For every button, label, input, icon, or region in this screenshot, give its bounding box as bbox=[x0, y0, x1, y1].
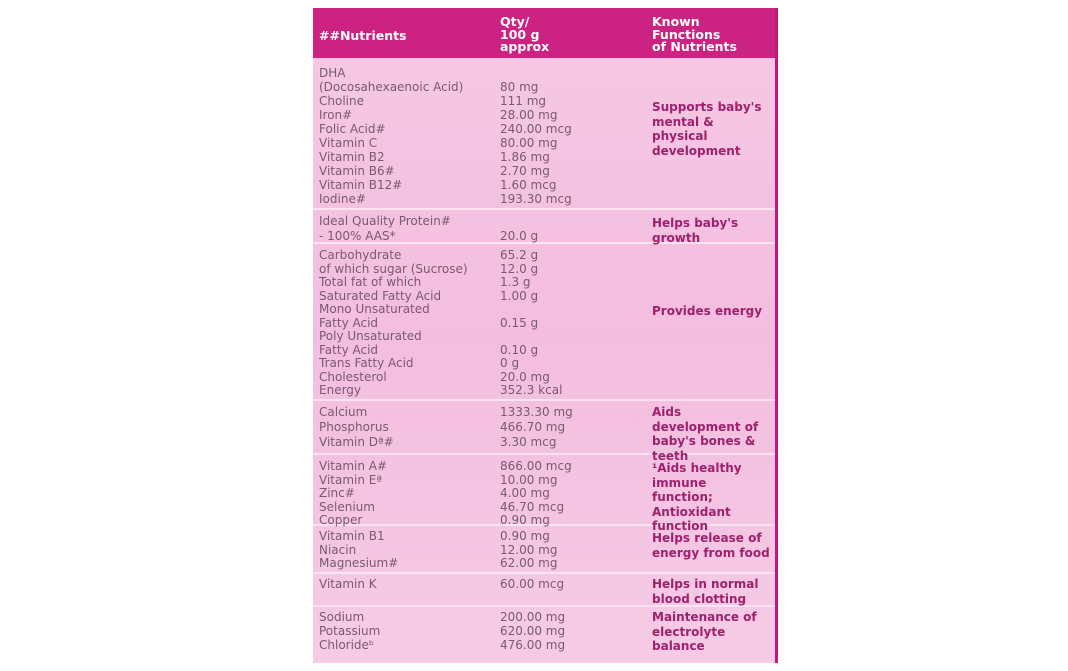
nutrient-quantity: 3.30 mcg bbox=[500, 435, 557, 449]
nutrient-row bbox=[313, 262, 775, 276]
nutrient-quantity: 0 g bbox=[500, 356, 520, 370]
nutrient-quantity: 20.0 mg bbox=[500, 369, 550, 384]
nutrient-name: Vitamin A# bbox=[319, 459, 388, 473]
nutrient-quantity: 20.0 g bbox=[500, 229, 539, 243]
nutrient-name: Iron# bbox=[319, 108, 353, 122]
nutrient-quantity: 4.00 mg bbox=[500, 486, 550, 500]
nutrient-name: Choline bbox=[319, 94, 364, 108]
nutrient-name: Ideal Quality Protein# bbox=[319, 214, 451, 228]
nutrient-name: Magnesium# bbox=[319, 556, 399, 570]
nutrient-function: ¹Aids healthy immune function; Antioxidant function bbox=[652, 461, 742, 533]
nutrient-quantity: 1333.30 mg bbox=[500, 405, 573, 419]
nutrient-row bbox=[313, 178, 775, 192]
nutrient-name: Calcium bbox=[319, 405, 368, 419]
nutrient-quantity: 866.00 mcg bbox=[500, 459, 572, 473]
quantity-column-header: Qty/ 100 g approx bbox=[500, 14, 550, 54]
nutrient-name: Zinc# bbox=[319, 486, 355, 500]
nutrient-quantity: 466.70 mg bbox=[500, 420, 566, 434]
nutrient-quantity: 1.86 mg bbox=[500, 150, 550, 164]
nutrient-name: Saturated Fatty Acid bbox=[319, 288, 442, 303]
nutrient-name: Mono Unsaturated bbox=[319, 302, 430, 316]
nutrient-name: - 100% AAS* bbox=[319, 229, 396, 243]
nutrient-quantity: 46.70 mcg bbox=[500, 499, 565, 514]
nutrient-quantity: 352.3 kcal bbox=[500, 383, 563, 397]
nutrient-function: Helps release of energy from food bbox=[652, 531, 770, 560]
nutrient-function: Maintenance of electrolyte balance bbox=[652, 610, 757, 653]
nutrient-quantity: 620.00 mg bbox=[500, 624, 566, 638]
nutrition-table bbox=[313, 8, 778, 663]
nutrient-function: Aids development of baby's bones & teeth bbox=[652, 405, 759, 463]
nutrient-name: Cholesterol bbox=[319, 369, 387, 384]
nutrient-name: Vitamin Eª bbox=[319, 472, 383, 487]
table-header bbox=[313, 8, 775, 58]
nutrient-quantity: 28.00 mg bbox=[500, 108, 558, 122]
nutrient-quantity: 80.00 mg bbox=[500, 136, 558, 150]
nutrient-name: Folic Acid# bbox=[319, 122, 386, 136]
nutrient-quantity: 1.3 g bbox=[500, 275, 531, 289]
nutrient-quantity: 1.60 mcg bbox=[500, 178, 557, 192]
nutrient-name: Vitamin C bbox=[319, 136, 378, 150]
nutrient-row bbox=[313, 164, 775, 178]
nutrient-row bbox=[313, 248, 775, 262]
nutrient-quantity: 1.00 g bbox=[500, 288, 539, 303]
nutrient-name: Vitamin K bbox=[319, 577, 377, 591]
nutrient-row bbox=[313, 289, 775, 303]
nutrient-quantity: 12.0 g bbox=[500, 261, 539, 276]
nutrient-name: Sodium bbox=[319, 610, 365, 624]
nutrient-quantity: 476.00 mg bbox=[500, 638, 566, 652]
nutrient-name: (Docosahexaenoic Acid) bbox=[319, 80, 464, 94]
nutrient-row bbox=[313, 192, 775, 206]
row-separator bbox=[313, 399, 775, 401]
nutrient-name: DHA bbox=[319, 66, 346, 80]
nutrient-name: Carbohydrate bbox=[319, 248, 402, 262]
nutrient-name: Potassium bbox=[319, 624, 381, 638]
nutrient-quantity: 65.2 g bbox=[500, 248, 539, 262]
nutrient-quantity: 0.15 g bbox=[500, 315, 539, 330]
nutrient-name: Vitamin Dª# bbox=[319, 435, 394, 449]
nutrient-name: Vitamin B6# bbox=[319, 164, 395, 178]
nutrient-quantity: 60.00 mcg bbox=[500, 577, 565, 591]
nutrient-function: Provides energy bbox=[652, 304, 763, 318]
nutrient-function: Helps baby's growth bbox=[652, 216, 739, 245]
nutrient-row bbox=[313, 370, 775, 384]
nutrient-quantity: 240.00 mcg bbox=[500, 122, 572, 136]
nutrient-quantity: 0.10 g bbox=[500, 342, 539, 357]
nutrient-row bbox=[313, 383, 775, 397]
nutrient-quantity: 80 mg bbox=[500, 80, 539, 94]
nutrient-name: Fatty Acid bbox=[319, 315, 379, 330]
nutrient-name: Poly Unsaturated bbox=[319, 329, 422, 343]
nutrient-row bbox=[313, 356, 775, 370]
nutrient-row bbox=[313, 80, 775, 94]
functions-column-header: Known Functions of Nutrients bbox=[652, 14, 737, 54]
nutrient-name: Fatty Acid bbox=[319, 342, 379, 357]
nutrient-name: Trans Fatty Acid bbox=[319, 356, 414, 370]
nutrient-quantity: 10.00 mg bbox=[500, 472, 558, 487]
nutrient-name: Vitamin B2 bbox=[319, 150, 385, 164]
nutrient-name: Vitamin B12# bbox=[319, 178, 403, 192]
nutrient-row bbox=[313, 329, 775, 343]
nutrient-quantity: 193.30 mcg bbox=[500, 192, 572, 206]
nutrient-quantity: 12.00 mg bbox=[500, 542, 558, 557]
nutrient-name: Selenium bbox=[319, 499, 375, 514]
row-separator bbox=[313, 572, 775, 574]
nutrient-name: Phosphorus bbox=[319, 420, 389, 434]
nutrient-quantity: 111 mg bbox=[500, 94, 547, 108]
nutrient-name: Total fat of which bbox=[319, 275, 422, 289]
nutrient-name: of which sugar (Sucrose) bbox=[319, 261, 468, 276]
nutrient-quantity: 0.90 mg bbox=[500, 529, 550, 543]
nutrient-name: Chlorideᵇ bbox=[319, 638, 375, 652]
nutrient-row bbox=[313, 66, 775, 80]
nutrient-name: Copper bbox=[319, 513, 363, 527]
nutrients-column-header: ##Nutrients bbox=[319, 28, 407, 43]
nutrient-name: Iodine# bbox=[319, 192, 366, 206]
nutrient-function: Helps in normal blood clotting bbox=[652, 577, 759, 606]
nutrient-name: Niacin bbox=[319, 542, 357, 557]
nutrient-row bbox=[313, 275, 775, 289]
row-separator bbox=[313, 208, 775, 210]
nutrient-quantity: 62.00 mg bbox=[500, 556, 558, 570]
nutrient-quantity: 0.90 mg bbox=[500, 513, 550, 527]
nutrient-function: Supports baby's mental & physical development bbox=[652, 100, 762, 158]
nutrient-quantity: 200.00 mg bbox=[500, 610, 566, 624]
nutrient-quantity: 2.70 mg bbox=[500, 164, 550, 178]
nutrient-name: Energy bbox=[319, 383, 362, 397]
nutrient-row bbox=[313, 343, 775, 357]
nutrient-name: Vitamin B1 bbox=[319, 529, 385, 543]
